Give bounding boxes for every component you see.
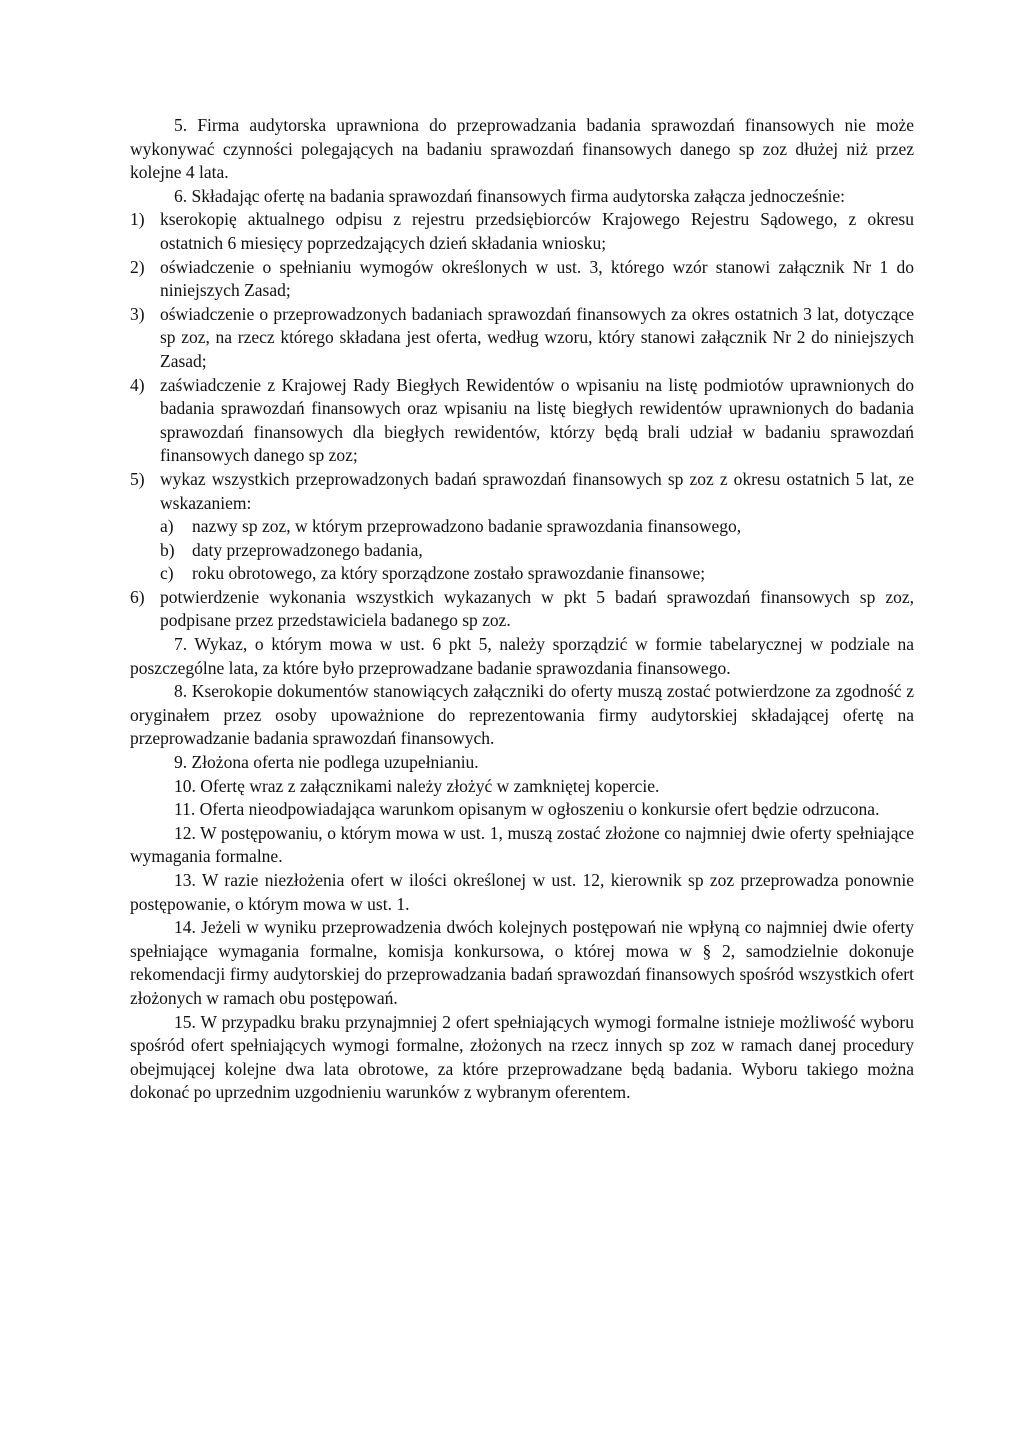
sub-item-a [130, 515, 914, 539]
attachment-text: wykaz wszystkich przeprowadzonych badań sprawozdań finansowych sp zoz z okresu ostatnich 5 lat, ze wskazaniem: [160, 468, 914, 513]
paragraph-6: 6. Składając ofertę na badania sprawozdań finansowych firma audytorska załącza jednocześnie: [174, 185, 846, 206]
paragraph-10: 10. Ofertę wraz z załącznikami należy złożyć w zamkniętej kopercie. [174, 775, 660, 796]
paragraph-13: 13. W razie niezłożenia ofert w ilości określonej w ust. 12, kierownik sp zoz przeprowadza ponownie postępowanie, o którym mowa w ust. 1. [130, 870, 914, 914]
paragraph-14: 14. Jeżeli w wyniku przeprowadzenia dwóch kolejnych postępowań nie wpłyną co najmniej dwie oferty spełniające wymagania formalne, komisja konkursowa, o której mowa w § 2, samodzielnie dokonuje rekomendacji firmy audytorskiej do przeprowadzania badań sprawozdań finansowych spośród wszystkich ofert złożonych w ramach obu postępowań. [130, 917, 914, 1008]
sub-item-letter: a) [160, 516, 174, 537]
attachment-number: 2) [130, 256, 145, 277]
sub-item-text: daty przeprowadzonego badania, [192, 539, 423, 560]
attachment-text: oświadczenie o przeprowadzonych badaniach sprawozdań finansowych za okres ostatnich 3 lat, dotyczące sp zoz, na rzecz którego składana jest oferta, według wzoru, który stanowi załącznik Nr 2 do niniejszych Zasad; [160, 303, 914, 371]
attachment-number: 5) [130, 468, 145, 489]
attachment-number: 4) [130, 374, 145, 395]
paragraph-7: 7. Wykaz, o którym mowa w ust. 6 pkt 5, należy sporządzić w formie tabelarycznej w podziale na poszczególne lata, za które było przeprowadzane badanie sprawozdania finansowego. [130, 634, 914, 678]
attachment-item-6 [130, 586, 914, 633]
sub-item-letter: b) [160, 539, 175, 560]
attachment-item-3 [130, 303, 914, 374]
attachment-number: 1) [130, 209, 145, 230]
attachment-item-2 [130, 256, 914, 303]
attachment-text: kserokopię aktualnego odpisu z rejestru przedsiębiorców Krajowego Rejestru Sądowego, z okresu ostatnich 6 miesięcy poprzedzających dzień składania wniosku; [160, 209, 914, 253]
paragraph-5: 5. Firma audytorska uprawniona do przeprowadzania badania sprawozdań finansowych nie może wykonywać czynności polegających na badaniu sprawozdań finansowych danego sp zoz dłużej niż przez kolejne 4 lata. [130, 115, 914, 183]
attachment-number: 6) [130, 586, 145, 607]
paragraph-11: 11. Oferta nieodpowiadająca warunkom opisanym w ogłoszeniu o konkursie ofert będzie odrzucona. [174, 799, 880, 820]
attachment-number: 3) [130, 303, 145, 324]
sub-item-text: roku obrotowego, za który sporządzone zostało sprawozdanie finansowe; [192, 563, 706, 584]
attachment-text: potwierdzenie wykonania wszystkich wykazanych w pkt 5 badań sprawozdań finansowych sp zoz, podpisane przez przedstawiciela badanego sp zoz. [160, 586, 914, 631]
attachment-item-5 [130, 468, 914, 515]
sub-item-c [130, 562, 914, 586]
attachment-item-1 [130, 208, 914, 255]
attachment-text: oświadczenie o spełnianiu wymogów określonych w ust. 3, którego wzór stanowi załącznik Nr 1 do niniejszych Zasad; [160, 256, 914, 301]
sub-item-letter: c) [160, 563, 174, 584]
paragraph-8: 8. Kserokopie dokumentów stanowiących załączniki do oferty muszą zostać potwierdzone za zgodność z oryginałem przez osoby upoważnione do reprezentowania firmy audytorskiej składającej ofertę na przeprowadzanie badania sprawozdań finansowych. [130, 681, 914, 749]
paragraph-9: 9. Złożona oferta nie podlega uzupełnianiu. [174, 752, 479, 773]
paragraph-12: 12. W postępowaniu, o którym mowa w ust. 1, muszą zostać złożone co najmniej dwie oferty spełniające wymagania formalne. [130, 822, 914, 867]
sub-item-b [130, 539, 914, 563]
sub-item-text: nazwy sp zoz, w którym przeprowadzono badanie sprawozdania finansowego, [192, 516, 742, 537]
attachment-item-4 [130, 374, 914, 468]
document-page [130, 114, 914, 1105]
paragraph-15: 15. W przypadku braku przynajmniej 2 ofert spełniających wymogi formalne istnieje możliwość wyboru spośród ofert spełniających wymogi formalne, złożonych na rzecz innych sp zoz w ramach danej procedury obejmującej kolejne dwa lata obrotowe, za które przeprowadzane będą badania. Wyboru takiego można dokonać po uprzednim uzgodnieniu warunków z wybranym oferentem. [130, 1011, 914, 1103]
attachment-text: zaświadczenie z Krajowej Rady Biegłych Rewidentów o wpisaniu na listę podmiotów uprawnionych do badania sprawozdań finansowych oraz wpisaniu na listę biegłych rewidentów uprawnionych do badania sprawozdań finansowych dla biegłych rewidentów, którzy będą brali udział w badaniu sprawozdań finansowych danego sp zoz; [160, 374, 914, 466]
